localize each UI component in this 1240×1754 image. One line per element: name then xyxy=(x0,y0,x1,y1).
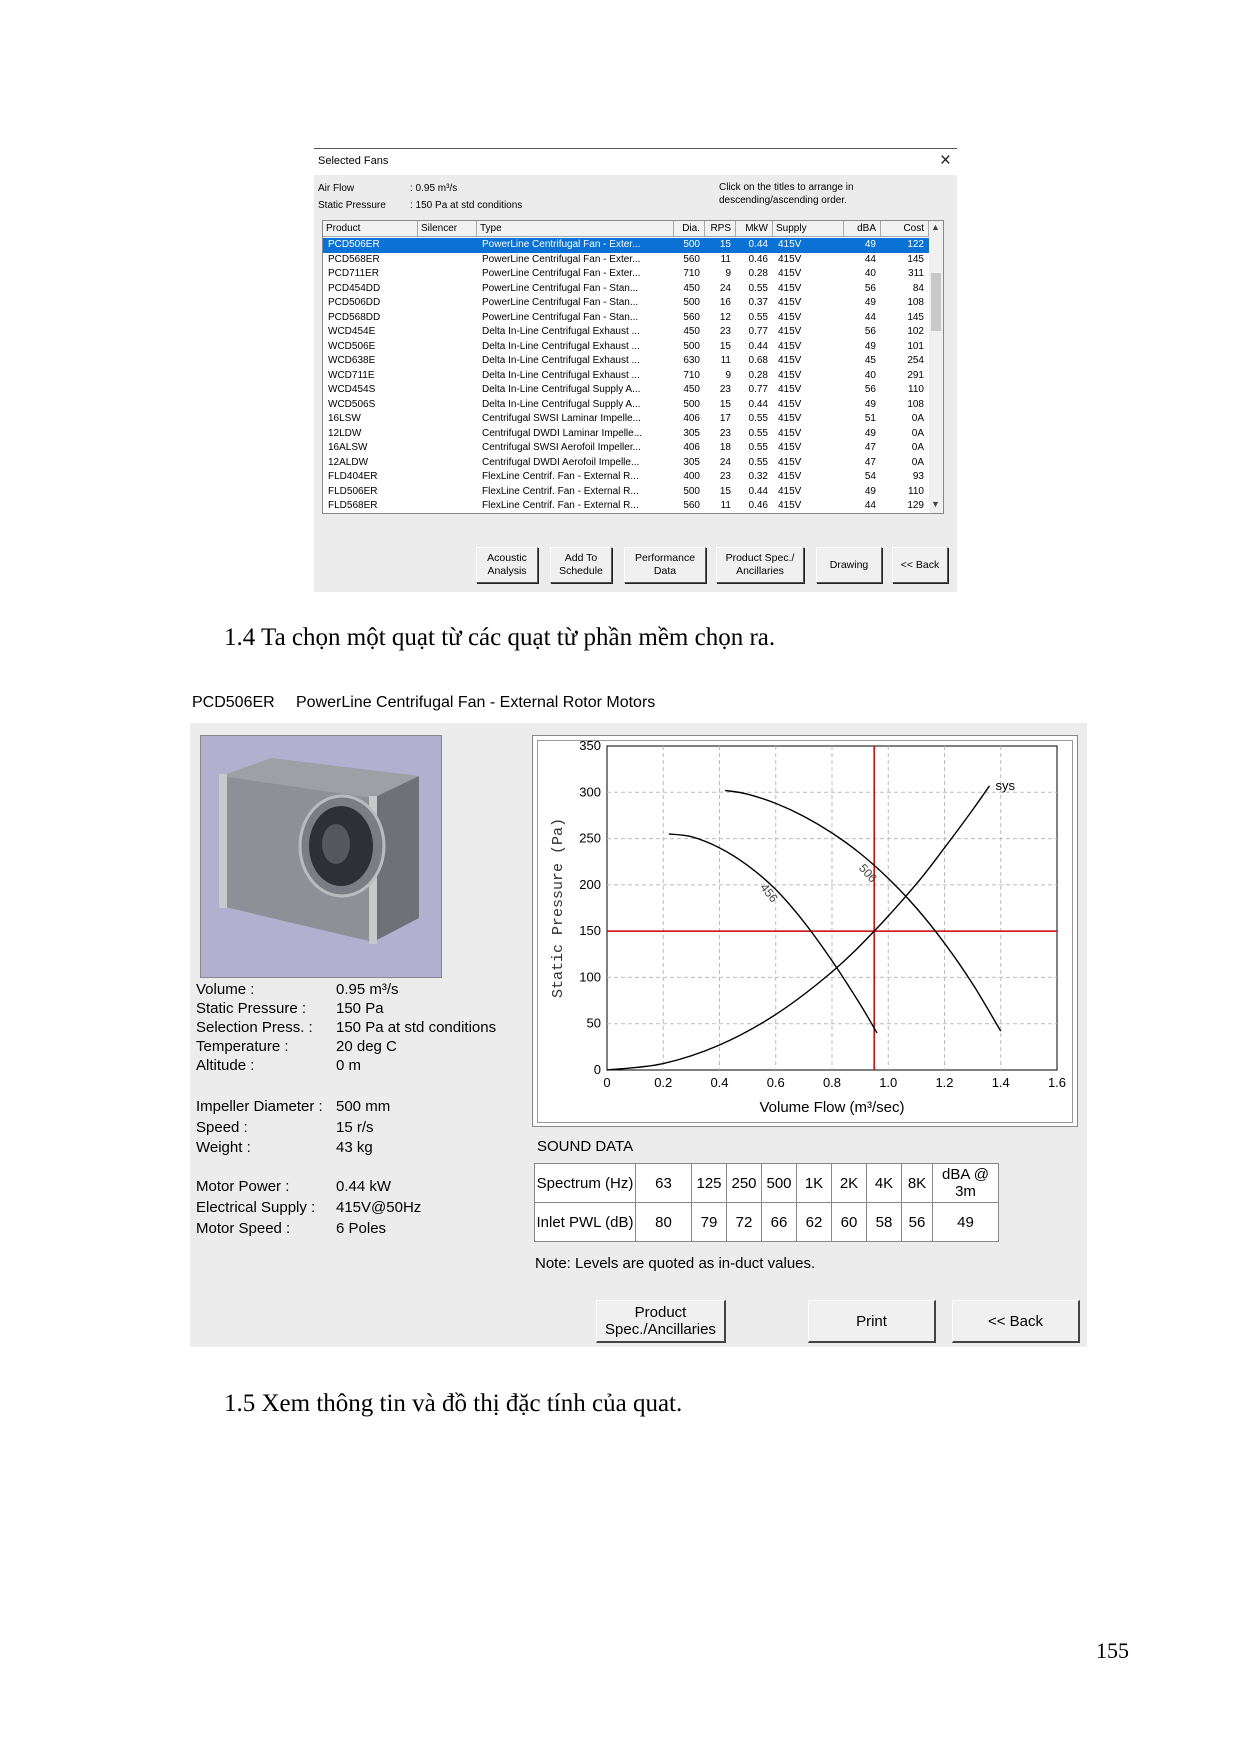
cell-dba: 54 xyxy=(864,471,876,482)
fan-photo xyxy=(200,735,442,978)
sound-data-title: SOUND DATA xyxy=(537,1138,634,1155)
cell-cost: 291 xyxy=(907,369,924,381)
column-header-rps[interactable]: RPS xyxy=(705,221,736,237)
cell-dba: 49 xyxy=(864,485,876,497)
table-row[interactable] xyxy=(323,267,929,282)
button-label: Product xyxy=(634,1304,687,1321)
cell-dba: 56 xyxy=(864,384,876,395)
button-label: Analysis xyxy=(487,565,527,577)
cell-product: 12LDW xyxy=(328,427,362,439)
cell-cost: 110 xyxy=(908,384,924,395)
cell-supply: 415V xyxy=(778,471,802,482)
cell-dba: 40 xyxy=(864,369,876,381)
cell-rps: 15 xyxy=(719,398,731,410)
cell-supply: 415V xyxy=(778,355,802,366)
cell-product: WCD454E xyxy=(328,326,376,337)
spec-value: 150 Pa xyxy=(336,1000,384,1017)
selected-fans-dialog xyxy=(314,148,957,592)
table-row[interactable] xyxy=(323,499,929,514)
cell-mkw: 0.46 xyxy=(748,253,768,265)
column-header-supply[interactable]: Supply xyxy=(773,221,844,237)
cell-mkw: 0.44 xyxy=(748,239,768,250)
button-label: Acoustic xyxy=(487,552,527,564)
x-tick-label: 0.6 xyxy=(766,1075,785,1090)
cell-dba: 49 xyxy=(864,239,876,250)
spec-label: Motor Speed : xyxy=(196,1220,291,1237)
cell-type: Centrifugal DWDI Aerofoil Impelle... xyxy=(482,456,640,468)
cell-mkw: 0.44 xyxy=(748,485,768,497)
cell-product: PCD711ER xyxy=(328,268,379,279)
cell-supply: 415V xyxy=(778,500,802,511)
column-header-mkw[interactable]: MkW xyxy=(736,221,773,237)
cell-mkw: 0.55 xyxy=(748,427,768,439)
cell-cost: 0A xyxy=(911,413,924,424)
cell-supply: 415V xyxy=(778,413,802,424)
cell-supply: 415V xyxy=(778,340,802,352)
fan-model: PCD506ER xyxy=(192,694,275,711)
cell-dba: 44 xyxy=(864,311,876,323)
cell-dba: 44 xyxy=(864,500,876,511)
button-label: Data xyxy=(653,565,677,577)
spec-value: 0 m xyxy=(336,1057,362,1074)
cell-cost: 108 xyxy=(907,297,924,308)
x-tick-label: 1.0 xyxy=(879,1075,898,1090)
sound-data-table xyxy=(534,1163,999,1242)
cell-rps: 15 xyxy=(719,340,731,352)
fan-curve-svg xyxy=(538,741,1072,1122)
band-value: 56 xyxy=(902,1203,933,1242)
cell-cost: 311 xyxy=(908,268,924,279)
cell-product: WCD506S xyxy=(328,398,376,410)
cell-cost: 254 xyxy=(907,355,924,366)
scroll-up-icon[interactable]: ▲ xyxy=(931,222,940,232)
band-value: 72 xyxy=(727,1203,762,1242)
cell-dba: 56 xyxy=(864,282,876,294)
spec-label: Speed : xyxy=(196,1119,248,1136)
cell-mkw: 0.28 xyxy=(748,369,768,381)
sound-data-table-wrap xyxy=(534,1163,999,1242)
spec-label: Altitude : xyxy=(196,1057,255,1074)
cell-dba: 49 xyxy=(864,427,876,439)
dialog-title-bar xyxy=(314,149,957,175)
cell-supply: 415V xyxy=(778,427,802,439)
cell-type: Centrifugal SWSI Laminar Impelle... xyxy=(482,413,641,424)
y-axis-title: Static Pressure (Pa) xyxy=(550,817,567,999)
cell-mkw: 0.55 xyxy=(748,442,768,453)
cell-dia: 406 xyxy=(683,413,700,424)
spec-label: Impeller Diameter : xyxy=(196,1098,323,1115)
cell-dia: 500 xyxy=(683,485,700,497)
curve-label-506: 506 xyxy=(856,861,880,886)
cell-cost: 145 xyxy=(907,253,924,265)
cell-supply: 415V xyxy=(778,384,802,395)
cell-rps: 11 xyxy=(720,253,731,265)
cell-type: Delta In-Line Centrifugal Exhaust ... xyxy=(482,369,640,381)
column-header-cost[interactable]: Cost xyxy=(881,221,929,237)
button-label: Product Spec./ xyxy=(725,552,795,564)
spectrum-row xyxy=(535,1164,999,1203)
cell-rps: 23 xyxy=(719,326,731,337)
column-header-product[interactable]: Product xyxy=(323,221,418,237)
cell-type: Centrifugal SWSI Aerofoil Impeller... xyxy=(482,442,641,453)
table-row[interactable] xyxy=(323,354,929,369)
spec-value: 20 deg C xyxy=(336,1038,397,1055)
table-row[interactable] xyxy=(323,340,929,355)
button-label: Performance xyxy=(634,552,696,564)
table-row[interactable] xyxy=(323,427,929,442)
cell-dba: 44 xyxy=(864,253,876,265)
print-button[interactable] xyxy=(808,1300,936,1343)
static-pressure-label: Static Pressure xyxy=(318,200,386,211)
cell-supply: 415V xyxy=(778,268,802,279)
spec-value: 43 kg xyxy=(336,1139,373,1156)
cell-type: PowerLine Centrifugal Fan - Stan... xyxy=(482,297,639,308)
cell-supply: 415V xyxy=(778,326,802,337)
cell-dia: 305 xyxy=(683,456,700,468)
cell-cost: 122 xyxy=(907,239,924,250)
cell-dba: 49 xyxy=(864,340,876,352)
dba-value: 49 xyxy=(933,1203,999,1242)
cell-dia: 500 xyxy=(683,239,700,250)
performance-chart xyxy=(532,735,1078,1127)
spec-label: Weight : xyxy=(196,1139,251,1156)
inlet-pwl-label: Inlet PWL (dB) xyxy=(535,1203,636,1242)
cell-cost: 0A xyxy=(911,456,924,468)
cell-mkw: 0.44 xyxy=(748,398,768,410)
spec-value: 500 mm xyxy=(336,1098,391,1115)
x-tick-label: 0.8 xyxy=(822,1075,842,1090)
table-row[interactable] xyxy=(323,383,929,398)
add-to-schedule-button[interactable] xyxy=(550,547,612,583)
cell-type: PowerLine Centrifugal Fan - Exter... xyxy=(482,239,641,250)
scroll-down-icon[interactable]: ▼ xyxy=(931,499,940,509)
cell-mkw: 0.77 xyxy=(748,384,768,395)
table-row[interactable] xyxy=(323,325,929,340)
page-number: 155 xyxy=(1096,1638,1129,1663)
cell-type: PowerLine Centrifugal Fan - Stan... xyxy=(482,311,639,323)
cell-product: PCD506DD xyxy=(328,297,381,308)
cell-type: Centrifugal DWDI Laminar Impelle... xyxy=(482,427,643,439)
cell-dia: 450 xyxy=(683,282,700,294)
table-row[interactable] xyxy=(323,456,929,471)
cell-dia: 500 xyxy=(683,297,700,308)
curve-label-sys: sys xyxy=(995,777,1015,793)
y-tick-label: 50 xyxy=(586,1015,601,1031)
cell-dba: 56 xyxy=(864,326,876,337)
table-row[interactable] xyxy=(323,412,929,427)
spec-value: 6 Poles xyxy=(336,1220,387,1237)
performance-data-button[interactable] xyxy=(624,547,706,583)
table-row[interactable] xyxy=(323,238,929,253)
table-row[interactable] xyxy=(323,311,929,326)
cell-supply: 415V xyxy=(778,239,802,250)
band-header: 8K xyxy=(902,1164,933,1203)
cell-type: FlexLine Centrif. Fan - External R... xyxy=(482,471,639,482)
table-row[interactable] xyxy=(323,470,929,485)
cell-supply: 415V xyxy=(778,442,802,453)
y-tick-label: 250 xyxy=(579,830,601,846)
cell-supply: 415V xyxy=(778,311,802,323)
cell-product: 12ALDW xyxy=(328,456,369,468)
y-tick-label: 350 xyxy=(579,741,601,753)
button-label: Schedule xyxy=(559,565,603,577)
band-header: 125 xyxy=(692,1164,727,1203)
caption-step-1-5: 1.5 Xem thông tin và đồ thị đặc tính của quat. xyxy=(224,1390,683,1417)
cell-supply: 415V xyxy=(778,282,802,294)
table-row[interactable] xyxy=(323,282,929,297)
cell-type: PowerLine Centrifugal Fan - Exter... xyxy=(482,253,641,265)
cell-cost: 0A xyxy=(911,442,924,453)
cell-rps: 9 xyxy=(725,268,731,279)
cell-supply: 415V xyxy=(778,456,802,468)
cell-dia: 406 xyxy=(683,442,700,453)
y-tick-label: 300 xyxy=(579,784,601,800)
spec-value: 0.95 m³/s xyxy=(336,981,399,998)
sort-hint-line1: Click on the titles to arrange in xyxy=(719,182,854,193)
cell-type: Delta In-Line Centrifugal Supply A... xyxy=(482,384,641,395)
button-label: Print xyxy=(856,1312,887,1330)
x-tick-label: 1.4 xyxy=(991,1075,1010,1090)
cell-rps: 9 xyxy=(725,369,731,381)
band-header: 4K xyxy=(867,1164,902,1203)
cell-dia: 560 xyxy=(683,500,700,511)
cell-mkw: 0.28 xyxy=(748,268,768,279)
spec-label: Electrical Supply : xyxy=(196,1199,316,1216)
cell-product: PCD568DD xyxy=(328,311,381,323)
band-header: 500 xyxy=(762,1164,797,1203)
back-button[interactable] xyxy=(892,547,948,583)
cell-rps: 15 xyxy=(719,485,731,497)
band-value: 79 xyxy=(692,1203,727,1242)
cell-mkw: 0.46 xyxy=(748,500,768,511)
band-value: 80 xyxy=(636,1203,692,1242)
cell-dba: 47 xyxy=(864,456,876,468)
cell-dba: 49 xyxy=(864,398,876,410)
cell-supply: 415V xyxy=(778,253,802,265)
spec-value: 150 Pa at std conditions xyxy=(336,1019,497,1036)
cell-cost: 145 xyxy=(907,311,924,323)
cell-product: FLD506ER xyxy=(328,485,378,497)
band-header: 1K xyxy=(797,1164,832,1203)
table-row[interactable] xyxy=(323,398,929,413)
band-header: 2K xyxy=(832,1164,867,1203)
x-tick-label: 1.6 xyxy=(1047,1075,1067,1090)
sound-note: Note: Levels are quoted as in-duct values. xyxy=(535,1255,816,1272)
product-spec-ancillaries-button[interactable] xyxy=(596,1300,726,1343)
button-label: Spec./Ancillaries xyxy=(605,1321,716,1338)
cell-rps: 12 xyxy=(719,311,731,323)
cell-type: Delta In-Line Centrifugal Supply A... xyxy=(482,398,641,410)
cell-type: FlexLine Centrif. Fan - External R... xyxy=(482,500,639,511)
cell-product: WCD711E xyxy=(328,369,375,381)
table-row[interactable] xyxy=(323,253,929,268)
cell-cost: 101 xyxy=(907,340,924,352)
cell-type: FlexLine Centrif. Fan - External R... xyxy=(482,485,639,497)
button-label: Ancillaries xyxy=(736,565,784,577)
table-row[interactable] xyxy=(323,369,929,384)
cell-rps: 15 xyxy=(719,239,731,250)
cell-supply: 415V xyxy=(778,297,802,308)
cell-dia: 710 xyxy=(683,268,700,279)
cell-dia: 450 xyxy=(683,384,700,395)
button-label: << Back xyxy=(900,558,940,571)
close-icon[interactable]: × xyxy=(939,150,951,171)
dba-header: dBA @ 3m xyxy=(933,1164,999,1203)
cell-dia: 560 xyxy=(683,253,700,265)
cell-dia: 710 xyxy=(683,369,700,381)
cell-type: Delta In-Line Centrifugal Exhaust ... xyxy=(482,326,640,337)
cell-dba: 40 xyxy=(864,268,876,279)
cell-product: PCD506ER xyxy=(328,239,380,250)
cell-product: FLD404ER xyxy=(328,471,378,482)
cell-dia: 450 xyxy=(683,326,700,337)
button-label: Drawing xyxy=(829,558,869,571)
cell-product: FLD568ER xyxy=(328,500,378,511)
static-pressure-value: : 150 Pa at std conditions xyxy=(410,200,523,211)
cell-mkw: 0.32 xyxy=(748,471,768,482)
fan-table xyxy=(322,220,944,514)
cell-dia: 305 xyxy=(683,427,700,439)
cell-rps: 17 xyxy=(719,413,731,424)
cell-dba: 45 xyxy=(864,355,876,366)
x-tick-label: 1.2 xyxy=(935,1075,954,1090)
vertical-scrollbar[interactable] xyxy=(929,221,943,513)
spectrum-label: Spectrum (Hz) xyxy=(535,1164,636,1203)
cell-mkw: 0.55 xyxy=(748,282,768,294)
cell-mkw: 0.44 xyxy=(748,340,768,352)
cell-dia: 500 xyxy=(683,340,700,352)
cell-dba: 47 xyxy=(864,442,876,453)
cell-type: PowerLine Centrifugal Fan - Stan... xyxy=(482,282,639,294)
cell-cost: 110 xyxy=(908,485,924,497)
cell-product: WCD454S xyxy=(328,384,376,395)
cell-cost: 0A xyxy=(911,427,924,439)
cell-mkw: 0.55 xyxy=(748,311,768,323)
band-value: 58 xyxy=(867,1203,902,1242)
column-header-dba[interactable]: dBA xyxy=(844,221,881,237)
cell-mkw: 0.68 xyxy=(748,355,768,366)
x-tick-label: 0 xyxy=(603,1075,611,1090)
caption-step-1-4: 1.4 Ta chọn một quạt từ các quạt từ phần mềm chọn ra. xyxy=(224,624,776,651)
cell-mkw: 0.55 xyxy=(748,413,768,424)
cell-product: 16LSW xyxy=(328,413,361,424)
inlet-pwl-row xyxy=(535,1203,999,1242)
spec-value: 15 r/s xyxy=(336,1119,374,1136)
product-spec-ancillaries-button[interactable] xyxy=(716,547,804,583)
table-row[interactable] xyxy=(323,296,929,311)
scroll-thumb[interactable] xyxy=(931,273,941,331)
cell-dia: 560 xyxy=(683,311,700,323)
spec-label: Temperature : xyxy=(196,1038,289,1055)
acoustic-analysis-button[interactable] xyxy=(476,547,538,583)
column-header-dia[interactable]: Dia. xyxy=(674,221,705,237)
band-value: 66 xyxy=(762,1203,797,1242)
band-value: 62 xyxy=(797,1203,832,1242)
cell-product: PCD568ER xyxy=(328,253,380,265)
cell-cost: 84 xyxy=(912,282,924,294)
cell-supply: 415V xyxy=(778,398,802,410)
band-header: 250 xyxy=(727,1164,762,1203)
spec-label: Volume : xyxy=(196,981,255,998)
cell-dba: 49 xyxy=(864,297,876,308)
x-tick-label: 0.4 xyxy=(710,1075,729,1090)
y-tick-label: 150 xyxy=(579,923,601,939)
cell-rps: 24 xyxy=(719,456,731,468)
cell-cost: 102 xyxy=(907,326,924,337)
back-button[interactable] xyxy=(952,1300,1080,1343)
table-row[interactable] xyxy=(323,441,929,456)
cell-mkw: 0.37 xyxy=(748,297,768,308)
cell-cost: 108 xyxy=(907,398,924,410)
button-label: << Back xyxy=(987,1312,1044,1330)
cell-type: PowerLine Centrifugal Fan - Exter... xyxy=(482,268,641,279)
airflow-value: : 0.95 m³/s xyxy=(410,183,458,194)
dialog-title: Selected Fans xyxy=(318,155,389,167)
band-header: 63 xyxy=(636,1164,692,1203)
cell-supply: 415V xyxy=(778,369,802,381)
sort-hint-line2: descending/ascending order. xyxy=(719,195,847,206)
cell-dia: 500 xyxy=(683,398,700,410)
drawing-button[interactable] xyxy=(816,547,882,583)
x-axis-title: Volume Flow (m³/sec) xyxy=(759,1099,905,1116)
cell-rps: 23 xyxy=(719,471,731,482)
curve-label-456: 456 xyxy=(757,880,781,906)
cell-product: WCD506E xyxy=(328,340,376,352)
cell-type: Delta In-Line Centrifugal Exhaust ... xyxy=(482,355,640,366)
cell-rps: 23 xyxy=(719,384,731,395)
cell-dba: 51 xyxy=(864,413,876,424)
y-tick-label: 200 xyxy=(579,876,601,892)
cell-rps: 24 xyxy=(719,282,731,294)
cell-product: WCD638E xyxy=(328,355,376,366)
column-header-type[interactable]: Type xyxy=(477,221,674,237)
x-tick-label: 0.2 xyxy=(654,1075,673,1090)
button-label: Add To xyxy=(564,552,598,564)
spec-label: Selection Press. : xyxy=(196,1019,313,1036)
cell-rps: 11 xyxy=(720,500,731,511)
cell-rps: 11 xyxy=(720,355,731,366)
y-tick-label: 0 xyxy=(593,1062,601,1077)
table-row[interactable] xyxy=(323,485,929,500)
cell-dia: 630 xyxy=(683,355,700,366)
cell-rps: 18 xyxy=(719,442,731,453)
spec-value: 415V@50Hz xyxy=(336,1199,422,1216)
spec-value: 0.44 kW xyxy=(336,1178,392,1195)
cell-supply: 415V xyxy=(778,485,802,497)
cell-rps: 23 xyxy=(719,427,731,439)
cell-mkw: 0.77 xyxy=(748,326,768,337)
cell-product: 16ALSW xyxy=(328,442,368,453)
spec-label: Static Pressure : xyxy=(196,1000,307,1017)
cell-rps: 16 xyxy=(719,297,731,308)
y-tick-label: 100 xyxy=(579,969,601,985)
spec-label: Motor Power : xyxy=(196,1178,290,1195)
chart-frame xyxy=(537,740,1073,1123)
airflow-label: Air Flow xyxy=(318,183,355,194)
cell-type: Delta In-Line Centrifugal Exhaust ... xyxy=(482,340,640,352)
band-value: 60 xyxy=(832,1203,867,1242)
cell-product: PCD454DD xyxy=(328,282,381,294)
column-header-silencer[interactable]: Silencer xyxy=(418,221,477,237)
cell-cost: 93 xyxy=(912,471,924,482)
cell-mkw: 0.55 xyxy=(748,456,768,468)
cell-dia: 400 xyxy=(683,471,700,482)
fan-description: PowerLine Centrifugal Fan - External Rotor Motors xyxy=(296,694,656,711)
cell-cost: 129 xyxy=(907,500,924,511)
